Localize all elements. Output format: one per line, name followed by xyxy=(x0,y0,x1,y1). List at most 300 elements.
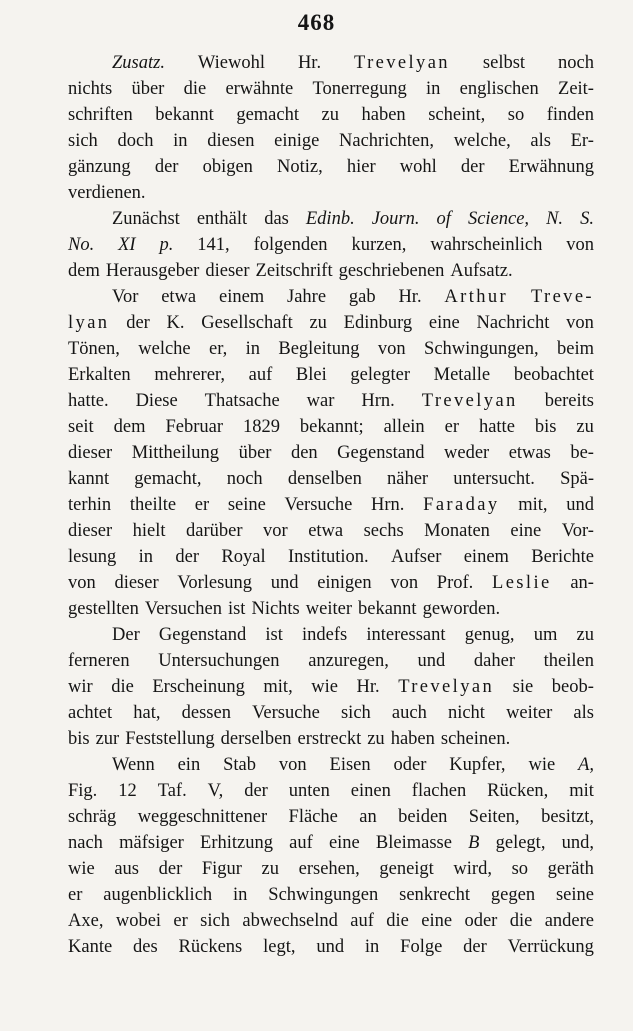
text-line xyxy=(68,414,594,440)
word: Trevelyan xyxy=(421,391,518,411)
word: von xyxy=(377,339,406,359)
word: in xyxy=(426,79,441,99)
text-line xyxy=(68,596,594,622)
word: seine xyxy=(227,495,266,515)
word: lesung xyxy=(68,547,117,567)
word: Bleimasse xyxy=(375,833,452,853)
word: p. xyxy=(159,235,174,255)
word: Spä- xyxy=(560,469,594,489)
word: weder xyxy=(444,443,490,463)
word: Hrn. xyxy=(371,495,405,515)
word: anzuregen, xyxy=(308,651,389,671)
text-line xyxy=(68,518,594,544)
word: einen xyxy=(350,781,391,801)
word: kannt xyxy=(68,469,110,489)
word: in xyxy=(173,131,188,151)
word: B xyxy=(468,833,480,853)
word: lyan xyxy=(68,313,110,333)
word: nach xyxy=(68,833,103,853)
word: von xyxy=(566,235,594,255)
word: von xyxy=(68,573,96,593)
word: Institution. xyxy=(287,547,369,567)
word: erwähnte xyxy=(225,79,294,99)
word: der xyxy=(126,313,150,333)
word: noch xyxy=(558,53,594,73)
word: theilte xyxy=(129,495,177,515)
word: eine xyxy=(328,833,360,853)
word: Tonerregung xyxy=(312,79,407,99)
word: 141, xyxy=(197,235,230,255)
word: Nichts xyxy=(251,599,300,619)
word: nicht xyxy=(447,703,485,723)
word: beim xyxy=(556,339,594,359)
text-line xyxy=(68,934,594,960)
word: Prof. xyxy=(436,573,474,593)
word: kurzen, xyxy=(351,235,407,255)
word: wohl xyxy=(399,157,437,177)
word: Versuchen xyxy=(144,599,222,619)
word: Jahre xyxy=(287,287,327,307)
word: 12 xyxy=(118,781,137,801)
word: wahrscheinlich xyxy=(430,235,543,255)
word: geschriebenen xyxy=(338,261,445,281)
word: Nachrichten, xyxy=(339,131,435,151)
word: interessant xyxy=(366,625,446,645)
word: verdienen. xyxy=(68,183,146,203)
word: Wiewohl xyxy=(197,53,265,73)
word: englischen xyxy=(459,79,539,99)
text-line xyxy=(68,908,594,934)
word: gab xyxy=(348,287,376,307)
word: dieser xyxy=(205,261,250,281)
word: der xyxy=(244,781,268,801)
word: beob- xyxy=(551,677,594,697)
word: ein xyxy=(177,755,201,775)
word: bekannt; xyxy=(299,417,364,437)
word: Versuche xyxy=(284,495,353,515)
word: doch xyxy=(117,131,154,151)
word: Trevelyan xyxy=(354,53,450,73)
word: als xyxy=(573,703,594,723)
word: haben xyxy=(361,105,406,125)
word: Axe, xyxy=(68,911,104,931)
word: näher xyxy=(386,469,429,489)
word: etwa xyxy=(308,521,344,541)
word: Zeitschrift xyxy=(255,261,333,281)
word: wir xyxy=(68,677,93,697)
word: N. xyxy=(546,209,564,229)
word: allein xyxy=(383,417,425,437)
word: etwa xyxy=(161,287,197,307)
word: die xyxy=(111,677,134,697)
word: der xyxy=(460,157,485,177)
word: einem xyxy=(218,287,265,307)
word: of xyxy=(436,209,451,229)
word: wie xyxy=(68,859,95,879)
word: Trevelyan xyxy=(398,677,495,697)
word: eine xyxy=(421,911,453,931)
word: Seiten, xyxy=(468,807,520,827)
word: Zunächst xyxy=(112,209,180,229)
word: Erkalten xyxy=(68,365,131,385)
word: wobei xyxy=(115,911,162,931)
text-line xyxy=(68,492,594,518)
word: einige xyxy=(274,131,320,151)
word: flachen xyxy=(411,781,467,801)
word: der xyxy=(175,547,200,567)
word: Monaten xyxy=(424,521,490,541)
word: No. xyxy=(68,235,95,255)
text-line xyxy=(68,700,594,726)
word: er xyxy=(173,911,188,931)
text-line xyxy=(68,102,594,128)
text-line xyxy=(68,726,594,752)
word: oder xyxy=(464,911,498,931)
word: weiter xyxy=(506,703,553,723)
word: Feststellung xyxy=(125,729,215,749)
word: Kupfer, xyxy=(449,755,506,775)
word: dessen xyxy=(181,703,231,723)
word: mäfsiger xyxy=(119,833,184,853)
text-line xyxy=(68,804,594,830)
word: Nachricht xyxy=(476,313,550,333)
word: gelegter xyxy=(350,365,410,385)
word: S. xyxy=(580,209,594,229)
text-line xyxy=(68,128,594,154)
word: Hr. xyxy=(297,53,322,73)
word: mehrerer, xyxy=(154,365,225,385)
word: eine xyxy=(510,521,542,541)
word: Rücken, xyxy=(487,781,549,801)
word: Science, xyxy=(467,209,530,229)
word: auf xyxy=(289,833,313,853)
text-line xyxy=(68,570,594,596)
word: Versuche xyxy=(252,703,320,723)
word: in xyxy=(138,547,154,567)
word: Zeit- xyxy=(558,79,594,99)
word: selbst xyxy=(482,53,526,73)
word: er, xyxy=(209,339,228,359)
word: Vor- xyxy=(561,521,594,541)
word: vor xyxy=(263,521,288,541)
word: ist xyxy=(265,625,283,645)
word: Eisen xyxy=(329,755,371,775)
word: Hr. xyxy=(398,287,422,307)
word: terhin xyxy=(68,495,112,515)
text-line xyxy=(68,648,594,674)
word: Schwingungen, xyxy=(424,339,539,359)
page-number: 468 xyxy=(297,10,336,35)
word: gemacht xyxy=(236,105,299,125)
word: auf xyxy=(350,911,374,931)
word: dieser xyxy=(68,521,113,541)
text-line xyxy=(68,440,594,466)
word: Royal xyxy=(221,547,266,567)
word: scheinen. xyxy=(440,729,511,749)
word: die xyxy=(183,79,207,99)
word: Blei xyxy=(295,365,327,385)
word: nichts xyxy=(68,79,113,99)
word: gemacht, xyxy=(134,469,202,489)
word: indefs xyxy=(302,625,348,645)
word: geworden. xyxy=(422,599,501,619)
word: Gegenstand xyxy=(158,625,247,645)
word: um xyxy=(533,625,558,645)
word: genug, xyxy=(464,625,515,645)
word: dem xyxy=(113,417,146,437)
text-line xyxy=(68,674,594,700)
word: Notiz, xyxy=(277,157,323,177)
text-line xyxy=(68,76,594,102)
word: auch xyxy=(391,703,427,723)
word: er xyxy=(194,495,210,515)
word: Zusatz. xyxy=(112,53,165,73)
word: Aufser xyxy=(391,547,442,567)
word: 1829 xyxy=(242,417,280,437)
word: mit xyxy=(569,781,594,801)
word: zu xyxy=(321,105,339,125)
text-line xyxy=(68,284,594,310)
word: Er- xyxy=(570,131,594,151)
word: scheint, xyxy=(428,105,486,125)
word: der xyxy=(154,157,179,177)
word: Schwingungen xyxy=(268,885,379,905)
word: oder xyxy=(393,755,427,775)
word: Rückens xyxy=(178,937,243,957)
word: Berichte xyxy=(531,547,594,567)
text-line xyxy=(68,752,594,778)
word: die xyxy=(509,911,533,931)
word: Edinb. xyxy=(305,209,355,229)
word: Hr. xyxy=(356,677,380,697)
text-line xyxy=(68,258,594,284)
word: und xyxy=(316,937,345,957)
word: über xyxy=(131,79,165,99)
text-line xyxy=(68,388,594,414)
word: und xyxy=(566,495,594,515)
word: gänzung xyxy=(68,157,131,177)
word: den xyxy=(290,443,318,463)
word: Folge xyxy=(400,937,443,957)
word: gegen xyxy=(490,885,536,905)
word: Taf. xyxy=(157,781,187,801)
word: V, xyxy=(207,781,224,801)
text-line xyxy=(68,778,594,804)
word: zu xyxy=(309,313,327,333)
word: und xyxy=(270,573,299,593)
word: zur xyxy=(95,729,120,749)
word: noch xyxy=(226,469,263,489)
word: ersehen, xyxy=(298,859,360,879)
word: bis xyxy=(68,729,90,749)
word: und xyxy=(417,651,446,671)
text-line xyxy=(68,830,594,856)
word: sich xyxy=(68,131,98,151)
word: gestellten xyxy=(68,599,139,619)
word: Februar xyxy=(165,417,224,437)
word: Fig. xyxy=(68,781,98,801)
word: sich xyxy=(200,911,230,931)
word: obigen xyxy=(202,157,253,177)
word: Vorlesung xyxy=(177,573,253,593)
word: zu xyxy=(576,625,594,645)
word: bekannt xyxy=(358,599,417,619)
word: hatte xyxy=(478,417,515,437)
word: der xyxy=(463,937,487,957)
word: ist xyxy=(227,599,246,619)
word: zu xyxy=(367,729,385,749)
word: sich xyxy=(340,703,371,723)
word: aus xyxy=(114,859,139,879)
word: besitzt, xyxy=(541,807,594,827)
word: Begleitung xyxy=(278,339,360,359)
text-line xyxy=(68,882,594,908)
word: in xyxy=(233,885,248,905)
word: erstreckt xyxy=(297,729,362,749)
word: Erhitzung xyxy=(200,833,273,853)
text-line xyxy=(68,50,594,76)
text-line xyxy=(68,622,594,648)
word: Der xyxy=(112,625,140,645)
word: haben xyxy=(390,729,435,749)
word: er xyxy=(444,417,459,437)
word: Treve- xyxy=(530,287,594,307)
word: Gesellschaft xyxy=(201,313,293,333)
word: Stab xyxy=(223,755,256,775)
word: senkrecht xyxy=(399,885,471,905)
word: bekannt xyxy=(155,105,214,125)
word: Hrn. xyxy=(361,391,395,411)
word: an xyxy=(359,807,377,827)
word: abwechselnd xyxy=(242,911,338,931)
word: diesen xyxy=(207,131,255,151)
word: weiter xyxy=(305,599,352,619)
text-line xyxy=(68,544,594,570)
word: beiden xyxy=(398,807,448,827)
word: Kante xyxy=(68,937,113,957)
word: Figur xyxy=(201,859,242,879)
body-text xyxy=(68,50,594,960)
word: geneigt xyxy=(379,859,434,879)
word: Erwähnung xyxy=(508,157,594,177)
word: schriften xyxy=(68,105,133,125)
word: das xyxy=(264,209,289,229)
word: von xyxy=(278,755,307,775)
word: Leslie xyxy=(492,573,552,593)
word: hielt xyxy=(132,521,166,541)
word: zu xyxy=(576,417,594,437)
text-line xyxy=(68,206,594,232)
word: darüber xyxy=(186,521,243,541)
word: Gegenstand xyxy=(337,443,425,463)
word: sechs xyxy=(363,521,404,541)
word: Edinburg xyxy=(343,313,413,333)
word: legt, xyxy=(263,937,296,957)
text-line xyxy=(68,154,594,180)
text-line xyxy=(68,466,594,492)
word: mit, xyxy=(518,495,548,515)
word: denselben xyxy=(287,469,362,489)
text-line xyxy=(68,856,594,882)
word: wie xyxy=(528,755,556,775)
word: schräg xyxy=(68,807,117,827)
word: in xyxy=(364,937,380,957)
word: von xyxy=(390,573,419,593)
word: unten xyxy=(288,781,330,801)
word: hatte. xyxy=(68,391,109,411)
word: Erscheinung xyxy=(152,677,245,697)
text-line xyxy=(68,362,594,388)
word: Arthur xyxy=(444,287,509,307)
word: seine xyxy=(555,885,594,905)
word: Wenn xyxy=(112,755,155,775)
word: augenblicklich xyxy=(103,885,213,905)
word: Herausgeber xyxy=(105,261,200,281)
word: seit xyxy=(68,417,94,437)
word: XI xyxy=(118,235,136,255)
word: er xyxy=(68,885,83,905)
word: ferneren xyxy=(68,651,130,671)
word: be- xyxy=(570,443,594,463)
word: so xyxy=(511,859,529,879)
word: einem xyxy=(463,547,509,567)
word: untersucht. xyxy=(453,469,535,489)
word: bis xyxy=(534,417,557,437)
word: Untersuchungen xyxy=(158,651,280,671)
word: welche, xyxy=(453,131,511,151)
word: eine xyxy=(428,313,460,333)
word: derselben xyxy=(220,729,292,749)
word: dieser xyxy=(114,573,159,593)
word: des xyxy=(133,937,158,957)
word: daher xyxy=(473,651,515,671)
word: Faraday xyxy=(423,495,500,515)
word: bereits xyxy=(544,391,594,411)
word: mit, xyxy=(263,677,293,697)
word: andere xyxy=(544,911,594,931)
word: dem xyxy=(68,261,100,281)
word: von xyxy=(566,313,594,333)
word: Thatsache xyxy=(204,391,280,411)
word: einigen xyxy=(317,573,372,593)
word: Tönen, xyxy=(68,339,120,359)
word: auf xyxy=(248,365,273,385)
word: beobachtet xyxy=(513,365,594,385)
word: dieser xyxy=(68,443,113,463)
text-line xyxy=(68,232,594,258)
word: etwas xyxy=(508,443,551,463)
text-line xyxy=(68,310,594,336)
word: Vor xyxy=(112,287,139,307)
word: an- xyxy=(570,573,594,593)
text-line xyxy=(68,336,594,362)
word: wird, xyxy=(453,859,492,879)
word: weggeschnittener xyxy=(137,807,268,827)
word: der xyxy=(158,859,183,879)
word: Journ. xyxy=(371,209,420,229)
word: A, xyxy=(578,755,594,775)
word: als xyxy=(530,131,551,151)
word: Fläche xyxy=(288,807,338,827)
word: sie xyxy=(512,677,534,697)
word: die xyxy=(386,911,409,931)
word: finden xyxy=(546,105,594,125)
word: und, xyxy=(561,833,594,853)
word: Metalle xyxy=(433,365,491,385)
word: welche xyxy=(138,339,191,359)
word: hat, xyxy=(133,703,161,723)
word: zu xyxy=(261,859,280,879)
